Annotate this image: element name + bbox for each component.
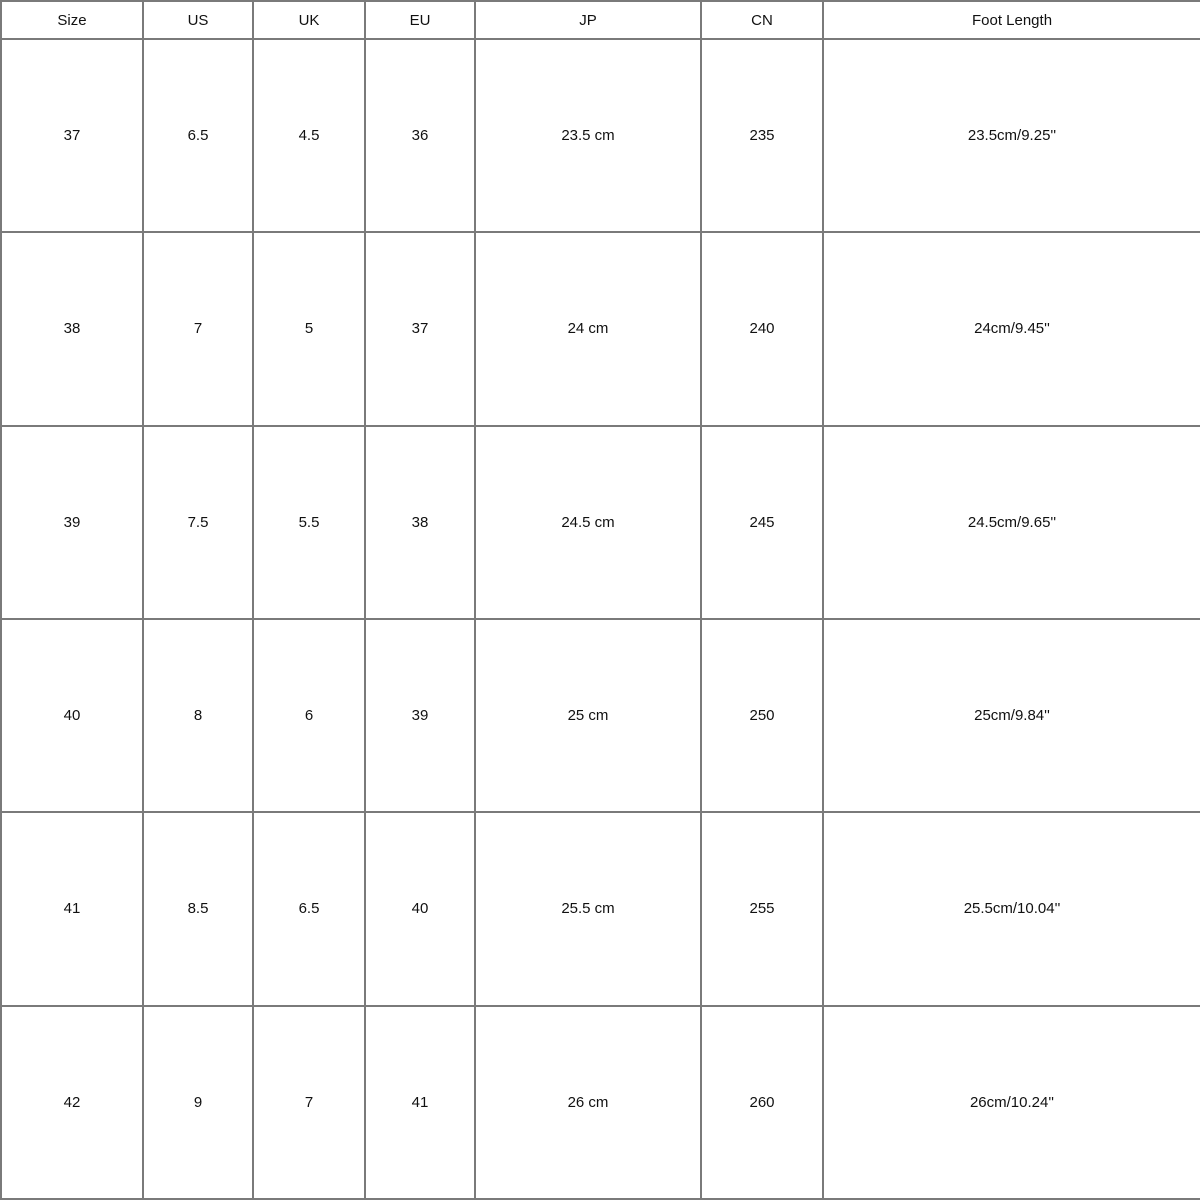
cell-us: 8.5: [143, 812, 253, 1005]
table-row: [1, 232, 1200, 425]
cell-cn: 255: [701, 812, 823, 1005]
cell-us: 6.5: [143, 39, 253, 232]
cell-jp: 25 cm: [475, 619, 701, 812]
header-size: Size: [1, 1, 143, 39]
cell-size: 38: [1, 232, 143, 425]
header-cn: CN: [701, 1, 823, 39]
cell-cn: 250: [701, 619, 823, 812]
cell-eu: 36: [365, 39, 475, 232]
table-row: [1, 812, 1200, 1005]
header-jp: JP: [475, 1, 701, 39]
header-uk: UK: [253, 1, 365, 39]
cell-uk: 7: [253, 1006, 365, 1199]
table-row: [1, 1006, 1200, 1199]
cell-jp: 24.5 cm: [475, 426, 701, 619]
cell-cn: 260: [701, 1006, 823, 1199]
cell-eu: 39: [365, 619, 475, 812]
header-us: US: [143, 1, 253, 39]
table-row: [1, 426, 1200, 619]
cell-cn: 235: [701, 39, 823, 232]
cell-uk: 6: [253, 619, 365, 812]
cell-foot-length: 23.5cm/9.25'': [823, 39, 1200, 232]
cell-cn: 245: [701, 426, 823, 619]
cell-size: 39: [1, 426, 143, 619]
cell-eu: 40: [365, 812, 475, 1005]
cell-foot-length: 25cm/9.84'': [823, 619, 1200, 812]
cell-jp: 26 cm: [475, 1006, 701, 1199]
cell-uk: 5.5: [253, 426, 365, 619]
cell-us: 8: [143, 619, 253, 812]
cell-jp: 23.5 cm: [475, 39, 701, 232]
cell-us: 7.5: [143, 426, 253, 619]
cell-jp: 24 cm: [475, 232, 701, 425]
cell-size: 42: [1, 1006, 143, 1199]
cell-jp: 25.5 cm: [475, 812, 701, 1005]
cell-size: 37: [1, 39, 143, 232]
cell-uk: 4.5: [253, 39, 365, 232]
cell-uk: 6.5: [253, 812, 365, 1005]
cell-eu: 37: [365, 232, 475, 425]
header-row: [1, 1, 1200, 39]
cell-size: 41: [1, 812, 143, 1005]
cell-size: 40: [1, 619, 143, 812]
cell-foot-length: 24.5cm/9.65'': [823, 426, 1200, 619]
cell-cn: 240: [701, 232, 823, 425]
cell-foot-length: 26cm/10.24'': [823, 1006, 1200, 1199]
cell-foot-length: 24cm/9.45'': [823, 232, 1200, 425]
header-foot-length: Foot Length: [823, 1, 1200, 39]
table-row: [1, 39, 1200, 232]
cell-eu: 41: [365, 1006, 475, 1199]
table-row: [1, 619, 1200, 812]
cell-us: 9: [143, 1006, 253, 1199]
cell-foot-length: 25.5cm/10.04'': [823, 812, 1200, 1005]
cell-uk: 5: [253, 232, 365, 425]
header-eu: EU: [365, 1, 475, 39]
cell-us: 7: [143, 232, 253, 425]
cell-eu: 38: [365, 426, 475, 619]
